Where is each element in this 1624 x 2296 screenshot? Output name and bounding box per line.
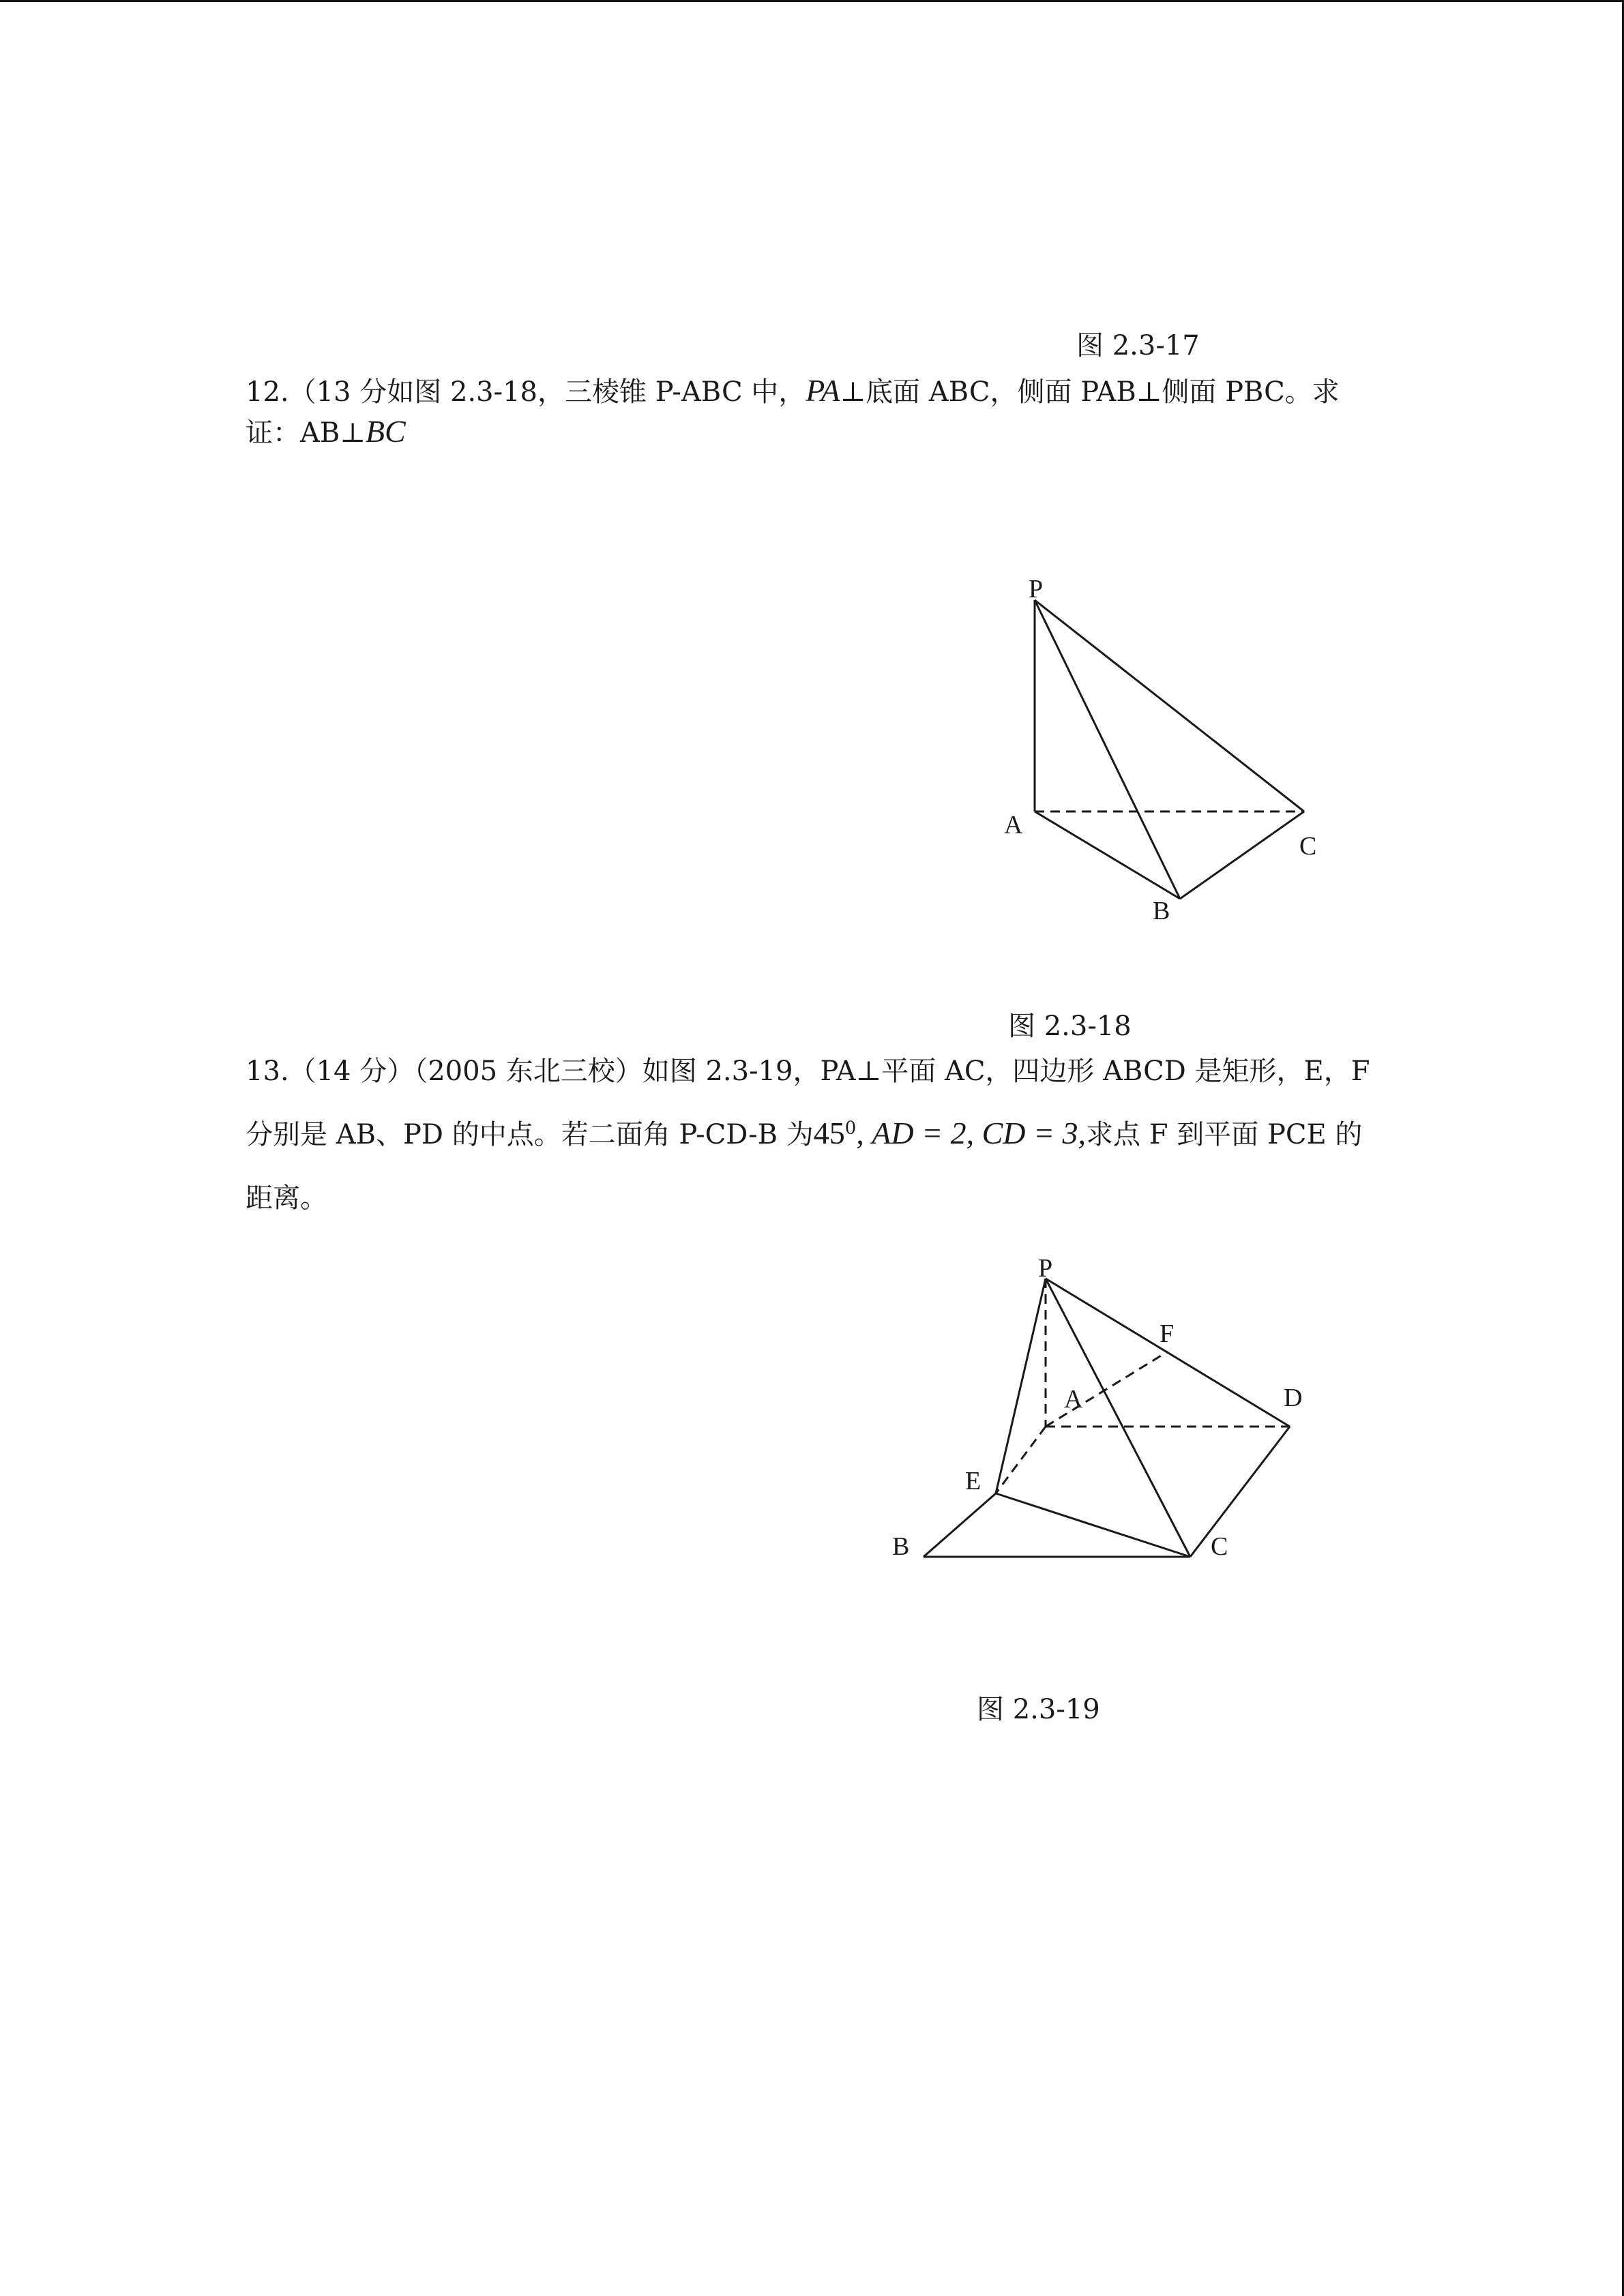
edge-pe (996, 1279, 1046, 1493)
problem-12-math-bc: BC (365, 414, 406, 449)
problem-12-text-b: ⊥底面 ABC，侧面 PAB⊥侧面 PBC。求 (840, 376, 1340, 408)
problem-13-math-angle: 45 (813, 1116, 845, 1150)
edge-dc (1190, 1427, 1290, 1557)
vertex-label-b: B (1153, 897, 1170, 925)
problem-13-math-degree: 0 (844, 1118, 857, 1139)
problem-13-text-a: 分别是 AB、PD 的中点。若二面角 P-CD-B 为 (246, 1119, 814, 1150)
problem-13-math-lengths: , AD = 2, CD = 3, (856, 1116, 1087, 1150)
vertex-label-f: F (1160, 1320, 1175, 1348)
problem-13-text-b: 求点 F 到平面 PCE 的 (1086, 1119, 1363, 1150)
problem-12-text-a: 12.（13 分如图 2.3-18，三棱锥 P-ABC 中， (246, 376, 806, 408)
problem-12-math-pa: PA (806, 373, 840, 408)
figure-caption-2-3-19: 图 2.3-19 (977, 1694, 1100, 1725)
vertex-label-c: C (1211, 1532, 1228, 1561)
problem-12-text-c: 证：AB⊥ (246, 417, 366, 449)
problem-13-line-3: 距离。 (246, 1182, 327, 1214)
figure-caption-2-3-17: 图 2.3-17 (1076, 330, 1200, 361)
problem-13-line-1: 13.（14 分）（2005 东北三校）如图 2.3-19，PA⊥平面 AC，四边形 ABCD 是矩形，E，F (246, 1056, 1370, 1087)
edge-be (924, 1493, 996, 1557)
vertex-label-p: P (1038, 1254, 1053, 1283)
vertex-label-c: C (1299, 832, 1317, 861)
figure-caption-2-3-18: 图 2.3-18 (1008, 1011, 1132, 1042)
vertex-label-b: B (892, 1532, 910, 1561)
vertex-label-a: A (1004, 811, 1023, 839)
vertex-label-p: P (1029, 575, 1044, 603)
vertex-label-d: D (1284, 1384, 1303, 1412)
vertex-label-e: E (965, 1467, 981, 1495)
vertex-label-a: A (1064, 1385, 1083, 1414)
